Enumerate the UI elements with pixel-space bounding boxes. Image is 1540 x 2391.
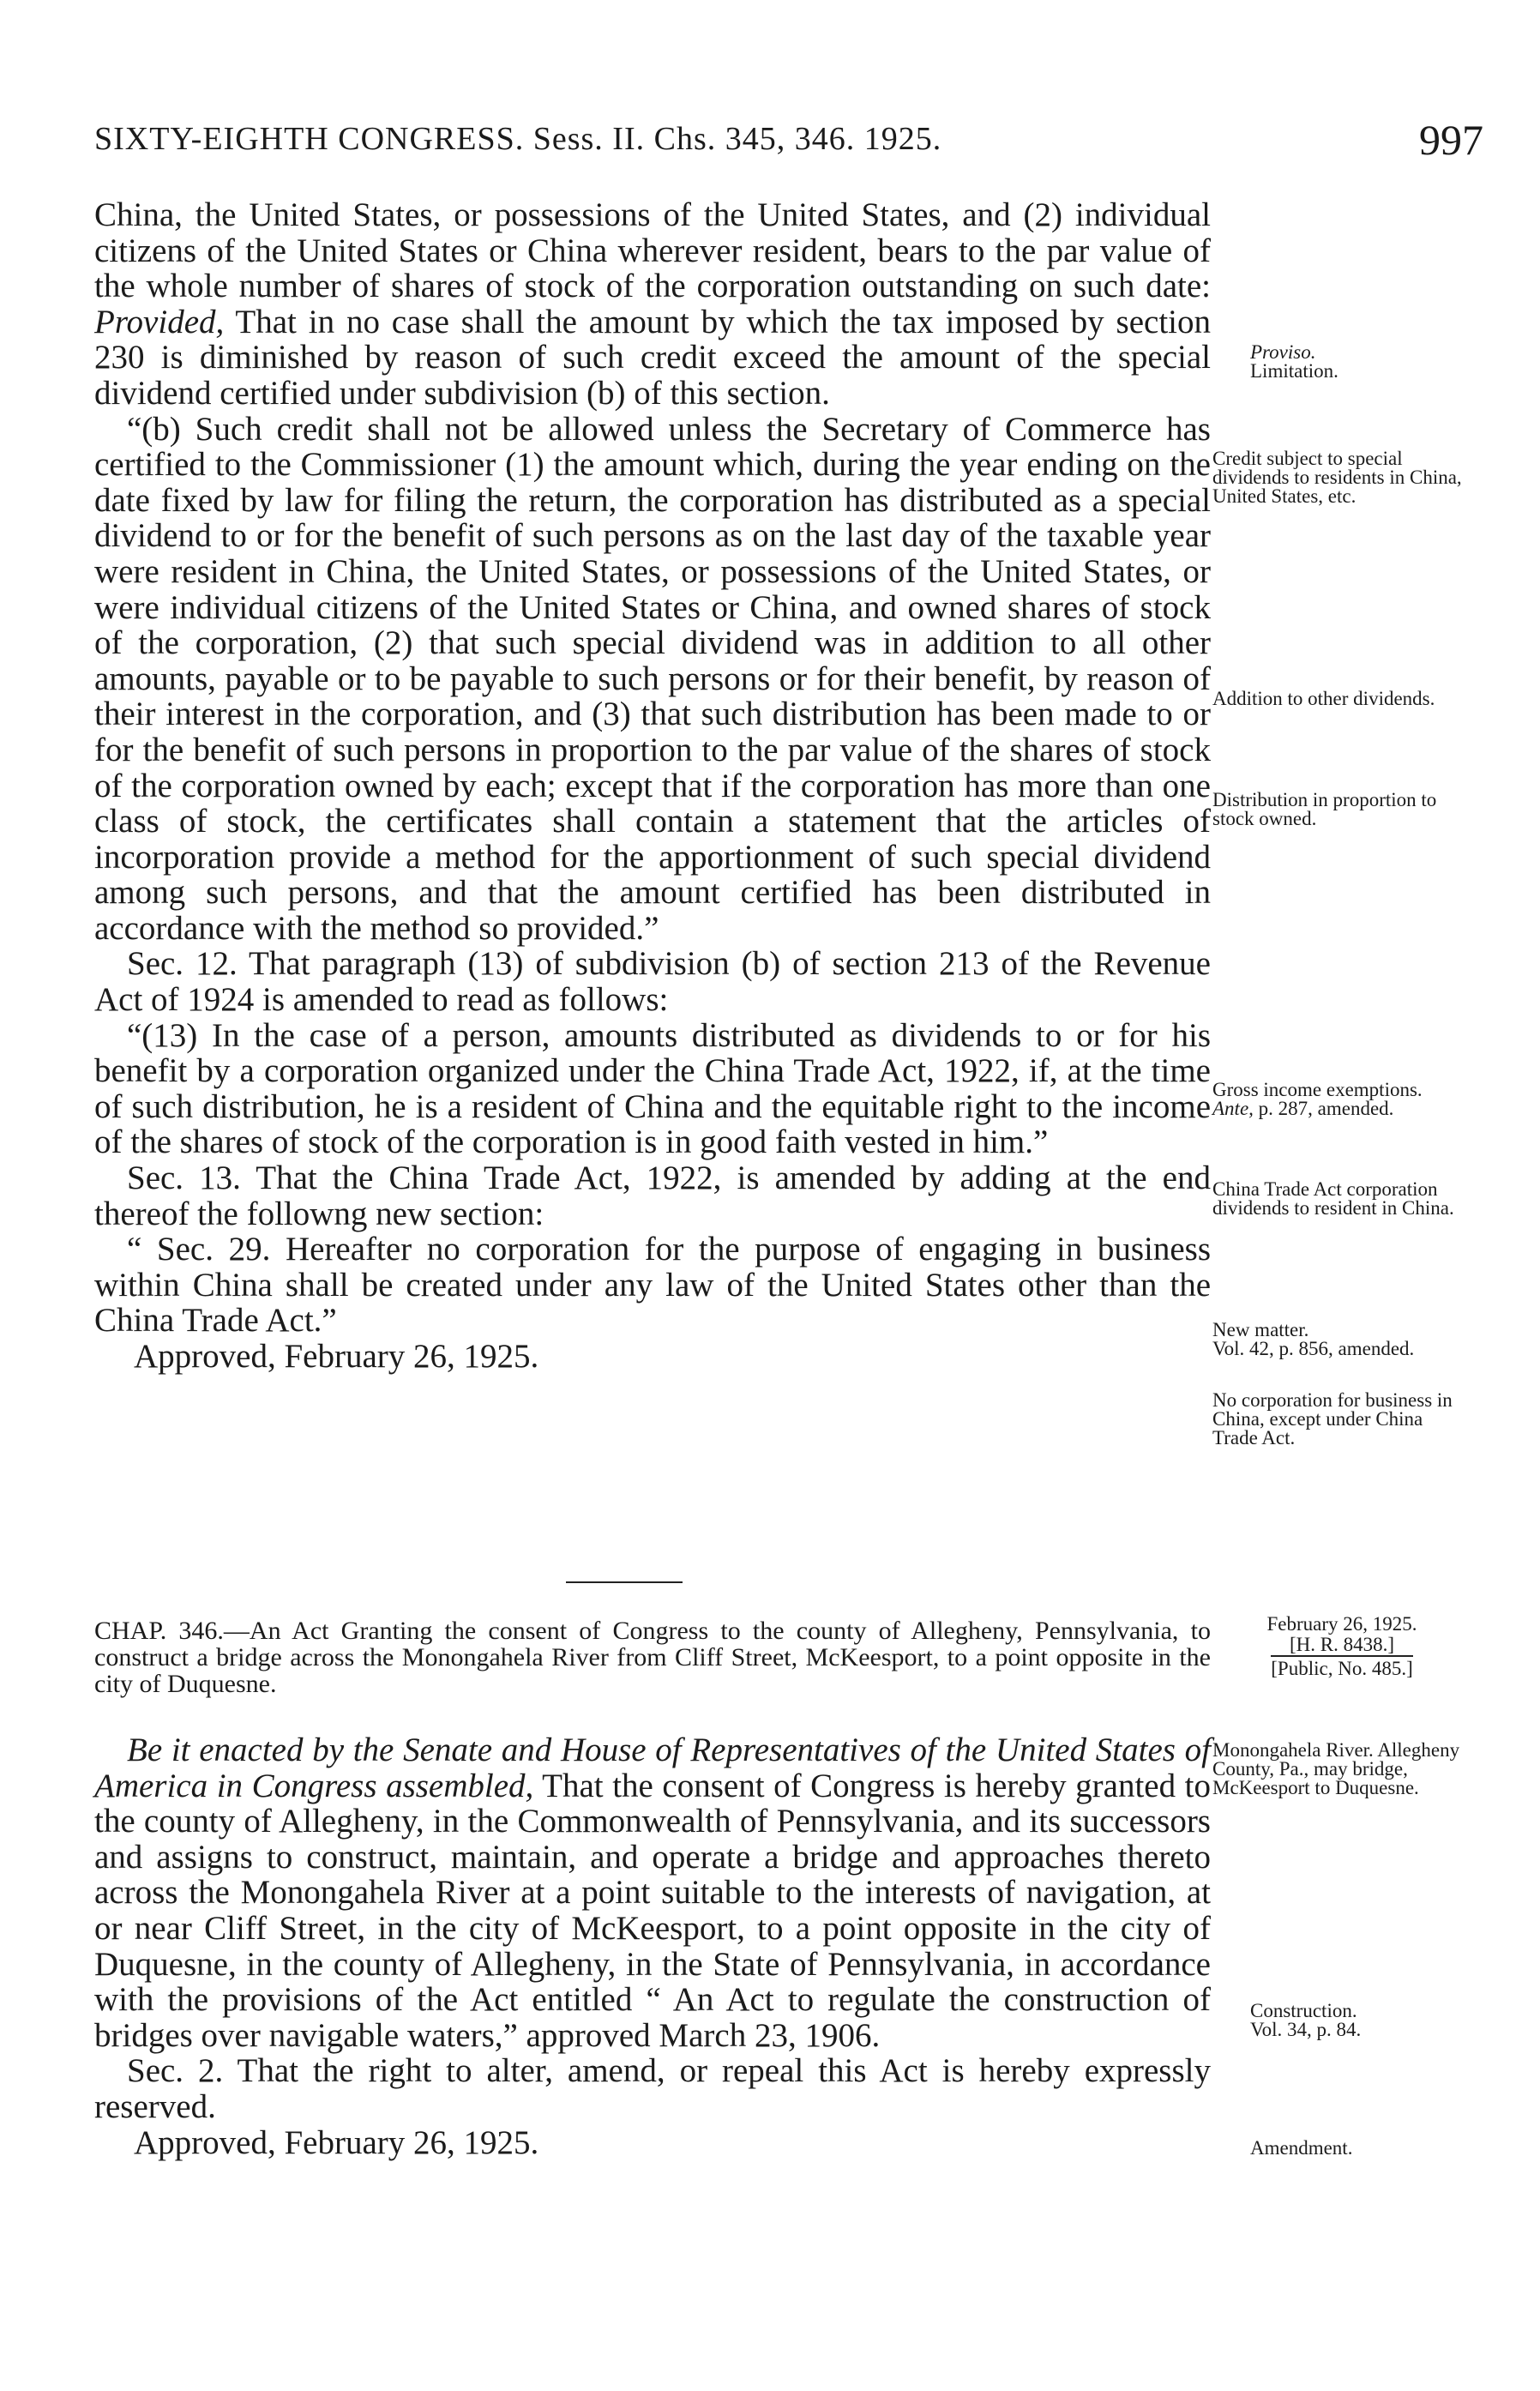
approved-line-345: Approved, February 26, 1925. — [134, 1338, 539, 1375]
running-head: SIXTY-EIGHTH CONGRESS. Sess. II. Chs. 345, 346. 1925. — [94, 121, 942, 157]
margin-note-new-matter: New matter. Vol. 42, p. 856, amended. — [1212, 1319, 1415, 1359]
continued-paragraph: China, the United States, or possessions of the United States, and (2) individual citizens of the United States or China wherever resident, bears to the par value of the whole number of shares of stock of the corporation outstanding on such date: Provided, That in no case shall the amount by which the tax imposed by section 230 is diminished by reason of such credit exceed the amount of the special dividend certified under subdivision (b) of this section. — [94, 196, 1211, 412]
approval-date: February 26, 1925. — [1266, 1613, 1417, 1635]
margin-note-credit: Credit subject to special dividends to residents in China, United States, etc. — [1212, 448, 1462, 507]
margin-note-monongahela: Monongahela River. Allegheny County, Pa., may bridge, McKeesport to Duquesne. — [1212, 1739, 1460, 1798]
margin-note-amendment: Amendment. — [1250, 2137, 1353, 2159]
margin-note-distribution: Distribution in proportion to stock owned. — [1212, 789, 1437, 829]
public-law-number: [Public, No. 485.] — [1271, 1655, 1412, 1679]
section-29: “ Sec. 29. Hereafter no corporation for the purpose of engaging in business within China shall be created under any law of the United States other than the China Trade Act.” — [94, 1231, 1211, 1340]
margin-note-gross-income: Gross income exemptions. Ante, p. 287, amended. — [1212, 1079, 1423, 1119]
page-number: 997 — [1419, 116, 1483, 164]
enacting-paragraph: Be it enacted by the Senate and House of Representatives of the United States of America in Congress assembled, That the consent of Congress is hereby granted to the county of Allegheny, in the Commonwealth of Pennsylvania, and its successors and assigns to construct, maintain, and operate a bridge and approaches thereto across the Monongahela River at a point suitable to the interests of navigation, at or near Cliff Street, in the city of McKeesport, to a point opposite in the city of Duquesne, in the county of Allegheny, in the State of Pennsylvania, in accordance with the provisions of the Act entitled “ An Act to regulate the construction of bridges over navigable waters,” approved March 23, 1906. — [94, 1732, 1211, 2054]
chapter-345-text — [94, 197, 1211, 1375]
page-header — [94, 116, 1483, 172]
margin-note-proviso: Proviso. Limitation. — [1250, 341, 1338, 382]
margin-note-no-corporation: No corporation for business in China, except under China Trade Act. — [1212, 1389, 1453, 1448]
paragraph-13: “(13) In the case of a person, amounts distributed as dividends to or for his benefit by a corporation organized under the China Trade Act, 1922, if, at the time of such distribution, he is a resident of China and the equitable right to the income of the shares of stock of the corporation is in good faith vested in him.” — [94, 1016, 1211, 1161]
chapter-346-heading: CHAP. 346.—An Act Granting the consent of Congress to the county of Allegheny, Pennsylvania, to construct a bridge across the Monongahela River from Cliff Street, McKeesport, to a point opposite in the city of Duquesne. — [94, 1617, 1211, 1698]
proviso-word: Provided, — [94, 303, 225, 340]
bill-number: [H. R. 8438.] — [1289, 1634, 1395, 1655]
margin-note-addition: Addition to other dividends. — [1212, 688, 1435, 709]
chapter-346-text — [94, 1732, 1211, 2160]
margin-note-construction: Construction. Vol. 34, p. 84. — [1250, 2000, 1362, 2040]
section-13: Sec. 13. That the China Trade Act, 1922, is amended by adding at the end thereof the followng new section: — [94, 1159, 1211, 1232]
paragraph-b: “(b) Such credit shall not be allowed unless the Secretary of Commerce has certified to the Commissioner (1) the amount which, during the year ending on the date fixed by law for filing the return, the corporation has distributed as a special dividend to or for the benefit of such persons as on the last day of the taxable year were resident in China, the United States, or possessions of the United States, or were individual citizens of the United States or China, and owned shares of stock of the corporation, (2) that such special dividend was in addition to all other amounts, payable or to be payable to such persons or for their benefit, by reason of their interest in the corporation, and (3) that such distribution has been made to or for the benefit of such persons in proportion to the par value of the shares of stock of the corporation owned by each; except that if the corporation has more than one class of stock, the certificates shall contain a statement that the articles of incorporation provide a method for the apportionment of such special dividend among such persons, and that the amount certified has been distributed in accordance with the method so provided.” — [94, 410, 1211, 947]
enacting-clause: Be it enacted by the Senate and House of Representatives of the United States of America in Congress assembled, — [94, 1732, 1211, 1804]
chapter-divider — [566, 1581, 683, 1583]
margin-note-china-trade-act: China Trade Act corporation dividends to resident in China. — [1212, 1178, 1454, 1219]
section-2: Sec. 2. That the right to alter, amend, or repeal this Act is hereby expressly reserved. — [94, 2052, 1211, 2125]
approval-date-block — [1218, 1614, 1466, 1679]
approved-line-346: Approved, February 26, 1925. — [134, 2123, 539, 2161]
section-12: Sec. 12. That paragraph (13) of subdivision (b) of section 213 of the Revenue Act of 1924 is amended to read as follows: — [94, 945, 1211, 1019]
